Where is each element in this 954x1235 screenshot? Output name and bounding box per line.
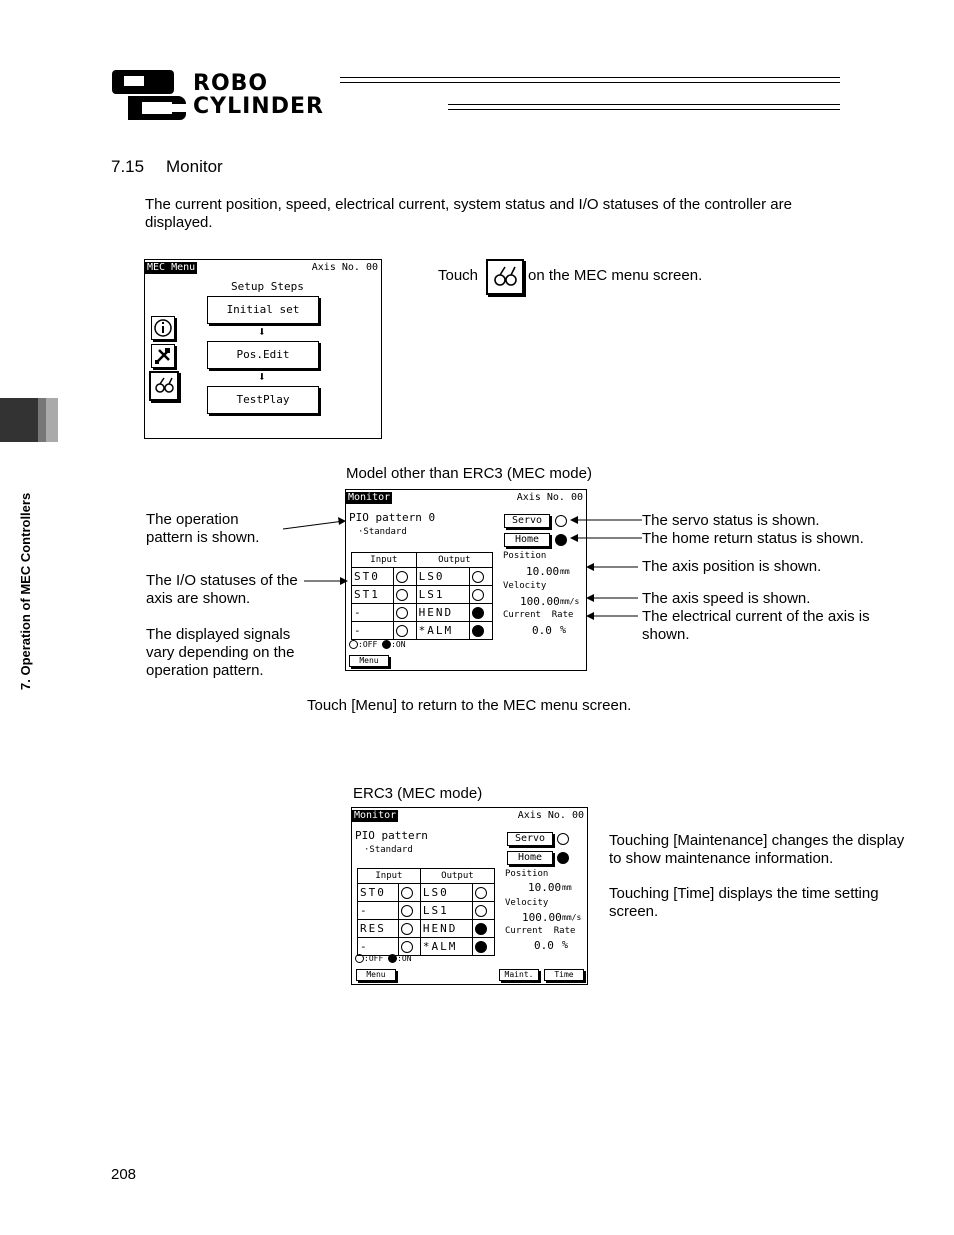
servo-button[interactable]: Servo <box>504 514 550 528</box>
output-signal: LS0 <box>420 884 472 902</box>
input-signal: ST0 <box>352 568 394 586</box>
status-indicator <box>475 923 487 935</box>
current-unit: % <box>562 940 569 951</box>
input-signal: - <box>358 938 399 956</box>
arrow-op-pattern <box>280 505 350 540</box>
pattern-name: ·Standard <box>358 527 407 537</box>
velocity-value: 100.00 <box>522 911 562 924</box>
output-signal: HEND <box>416 604 469 622</box>
status-indicator <box>401 923 413 935</box>
velocity-label: Velocity <box>503 581 547 591</box>
maintenance-button[interactable]: Maint. <box>499 969 539 981</box>
header-rule <box>340 77 840 78</box>
status-indicator <box>396 625 408 637</box>
header-rule <box>340 82 840 83</box>
position-value: 10.00 <box>526 565 560 578</box>
off-indicator <box>355 954 364 963</box>
legend-off: :OFF <box>358 640 378 649</box>
touch-suffix: on the MEC menu screen. <box>528 267 703 284</box>
input-header: Input <box>358 869 421 884</box>
tools-icon[interactable] <box>151 344 175 368</box>
current-label: Current Rate <box>503 610 574 620</box>
rc-logo-mark <box>112 70 186 120</box>
time-note: Touching [Time] displays the time setting screen. <box>609 885 879 920</box>
position-value: 10.00 <box>528 881 562 894</box>
status-indicator <box>472 571 484 583</box>
home-button[interactable]: Home <box>504 533 550 547</box>
pattern-name: ·Standard <box>364 845 413 855</box>
monitor1-caption: Model other than ERC3 (MEC mode) <box>346 465 592 482</box>
table-row <box>358 938 495 956</box>
menu-button[interactable]: Menu <box>349 655 389 667</box>
intro-paragraph: The current position, speed, electrical current, system status and I/O statuses of the controller are displayed. <box>145 196 792 231</box>
annotation-current: The electrical current of the axis is shown. <box>642 608 870 643</box>
screen-title: Monitor <box>348 492 391 503</box>
monitor-glasses-icon <box>486 259 524 295</box>
annotation-io-status: The I/O statuses of the axis are shown. <box>146 572 298 607</box>
status-indicator <box>472 607 484 619</box>
table-row <box>358 920 495 938</box>
input-signal: ST1 <box>352 586 394 604</box>
input-header: Input <box>352 553 417 568</box>
current-label: Current Rate <box>505 926 576 936</box>
status-indicator <box>396 589 408 601</box>
input-signal: - <box>352 622 394 640</box>
legend-on: :ON <box>391 640 406 649</box>
table-row <box>358 902 495 920</box>
axis-number: Axis No. 00 <box>517 810 584 821</box>
velocity-value: 100.00 <box>520 595 560 608</box>
table-row <box>352 568 493 586</box>
chapter-label: 7. Operation of MEC Controllers <box>18 492 33 690</box>
status-indicator <box>401 941 413 953</box>
annotation-home: The home return status is shown. <box>642 530 864 547</box>
chapter-tab <box>46 398 58 442</box>
touch-label: Touch <box>438 267 479 284</box>
annotation-signals-vary: The displayed signals vary depending on the operation pattern. <box>146 626 295 679</box>
mec-menu-screen <box>144 259 382 439</box>
table-row <box>358 884 495 902</box>
status-indicator <box>401 887 413 899</box>
annotation-position: The axis position is shown. <box>642 558 822 575</box>
down-arrow-icon: ⬇ <box>258 325 266 340</box>
status-indicator <box>401 905 413 917</box>
right-arrows <box>566 512 646 632</box>
time-button[interactable]: Time <box>544 969 584 981</box>
chapter-tab <box>38 398 46 442</box>
down-arrow-icon: ⬇ <box>258 370 266 385</box>
pos-edit-button[interactable]: Pos.Edit <box>207 341 319 369</box>
input-signal: - <box>358 902 399 920</box>
output-signal: *ALM <box>416 622 469 640</box>
output-header: Output <box>416 553 492 568</box>
arrow-io-status <box>304 574 350 588</box>
off-indicator <box>349 640 358 649</box>
menu-return-note: Touch [Menu] to return to the MEC menu screen. <box>307 697 632 714</box>
output-signal: *ALM <box>420 938 472 956</box>
legend <box>355 954 412 963</box>
output-signal: LS0 <box>416 568 469 586</box>
current-unit: % <box>560 625 567 636</box>
io-table <box>351 552 493 640</box>
input-signal: ST0 <box>358 884 399 902</box>
header-rule <box>448 109 840 110</box>
maintenance-note: Touching [Maintenance] changes the display to show maintenance information. <box>609 832 905 867</box>
status-indicator <box>472 625 484 637</box>
legend-on: :ON <box>397 954 412 963</box>
legend <box>349 640 406 649</box>
chapter-tab <box>0 398 38 442</box>
position-label: Position <box>503 551 547 561</box>
status-indicator <box>396 571 408 583</box>
section-number: 7.15 <box>111 157 145 176</box>
legend-off: :OFF <box>364 954 384 963</box>
pio-pattern: PIO pattern <box>355 829 428 842</box>
input-signal: - <box>352 604 394 622</box>
header-rule <box>448 104 840 105</box>
position-unit: mm <box>560 567 570 576</box>
info-icon[interactable] <box>151 316 175 340</box>
home-button[interactable]: Home <box>507 851 553 865</box>
table-row <box>352 586 493 604</box>
monitor2-caption: ERC3 (MEC mode) <box>353 785 483 802</box>
velocity-unit: mm/s <box>562 913 582 922</box>
table-row <box>352 622 493 640</box>
logo-cylinder: CYLINDER <box>193 94 324 119</box>
position-unit: mm <box>562 883 572 892</box>
pio-pattern: PIO pattern 0 <box>349 511 436 524</box>
output-signal: HEND <box>420 920 472 938</box>
output-signal: LS1 <box>420 902 472 920</box>
current-value: 0.0 <box>532 624 552 637</box>
status-indicator <box>472 589 484 601</box>
logo-robo: ROBO <box>193 71 269 96</box>
on-indicator <box>388 954 397 963</box>
output-signal: LS1 <box>416 586 469 604</box>
annotation-speed: The axis speed is shown. <box>642 590 811 607</box>
home-status-indicator <box>557 852 569 864</box>
screen-title: Monitor <box>354 810 397 821</box>
io-table <box>357 868 495 956</box>
current-value: 0.0 <box>534 939 554 952</box>
servo-button[interactable]: Servo <box>507 832 553 846</box>
annotation-servo: The servo status is shown. <box>642 512 820 529</box>
testplay-button[interactable]: TestPlay <box>207 386 319 414</box>
output-header: Output <box>420 869 494 884</box>
screen-title: MEC Menu <box>147 262 196 273</box>
initial-set-button[interactable]: Initial set <box>207 296 319 324</box>
position-label: Position <box>505 869 549 879</box>
velocity-unit: mm/s <box>560 597 580 606</box>
status-indicator <box>475 905 487 917</box>
monitor-glasses-icon[interactable] <box>149 371 179 401</box>
monitor-screen-1 <box>345 489 587 671</box>
axis-number: Axis No. 00 <box>311 262 378 273</box>
on-indicator <box>382 640 391 649</box>
status-indicator <box>475 941 487 953</box>
menu-button[interactable]: Menu <box>356 969 396 981</box>
page-number: 208 <box>111 1166 137 1183</box>
annotation-op-pattern: The operation pattern is shown. <box>146 511 260 546</box>
status-indicator <box>475 887 487 899</box>
servo-status-indicator <box>557 833 569 845</box>
section-title: Monitor <box>166 157 223 176</box>
axis-number: Axis No. 00 <box>516 492 583 503</box>
monitor-screen-2 <box>351 807 588 985</box>
setup-steps-label: Setup Steps <box>231 280 304 293</box>
table-row <box>352 604 493 622</box>
velocity-label: Velocity <box>505 898 549 908</box>
status-indicator <box>396 607 408 619</box>
input-signal: RES <box>358 920 399 938</box>
